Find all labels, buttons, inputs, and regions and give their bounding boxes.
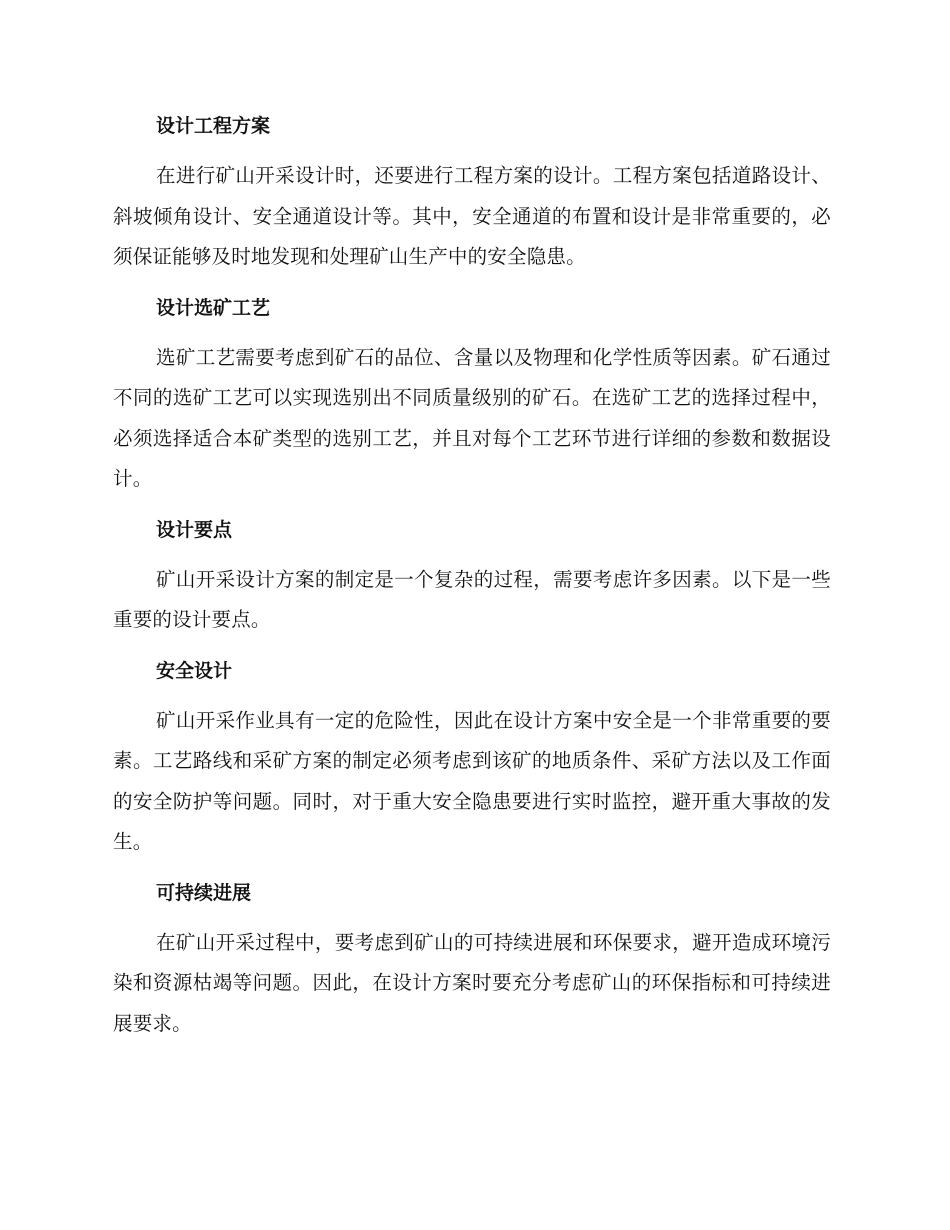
section-engineering-plan [113, 106, 831, 278]
section-sustainable-development [113, 873, 831, 1045]
section-beneficiation-process [113, 288, 831, 500]
section-paragraph: 矿山开采作业具有一定的危险性，因此在设计方案中安全是一个非常重要的要素。工艺路线和采矿方案的制定必须考虑到该矿的地质条件、采矿方法以及工作面的安全防护等问题。同时，对于重大安全隐患要进行实时监控，避开重大事故的发生。 [113, 708, 831, 853]
section-heading: 设计工程方案 [156, 115, 271, 137]
section-heading: 设计选矿工艺 [156, 296, 271, 319]
section-heading: 可持续进展 [156, 881, 252, 904]
section-safety-design [113, 651, 831, 863]
section-heading: 安全设计 [156, 659, 233, 682]
section-heading: 设计要点 [156, 518, 233, 541]
section-paragraph: 在矿山开采过程中，要考虑到矿山的可持续进展和环保要求，避开造成环境污染和资源枯竭等问题。因此，在设计方案时要充分考虑矿山的环保指标和可持续进展要求。 [113, 930, 831, 1035]
section-paragraph: 在进行矿山开采设计时，还要进行工程方案的设计。工程方案包括道路设计、斜坡倾角设计、安全通道设计等。其中，安全通道的布置和设计是非常重要的，必须保证能够及时地发现和处理矿山生产中的安全隐患。 [113, 164, 831, 268]
section-paragraph: 矿山开采设计方案的制定是一个复杂的过程，需要考虑许多因素。以下是一些重要的设计要点。 [113, 567, 831, 631]
section-paragraph: 选矿工艺需要考虑到矿石的品位、含量以及物理和化学性质等因素。矿石通过不同的选矿工艺可以实现选别出不同质量级别的矿石。在选矿工艺的选择过程中，必须选择适合本矿类型的选别工艺，并且对每个工艺环节进行详细的参数和数据设计。 [113, 345, 831, 490]
section-design-points [113, 510, 831, 641]
document-body [113, 106, 831, 1054]
